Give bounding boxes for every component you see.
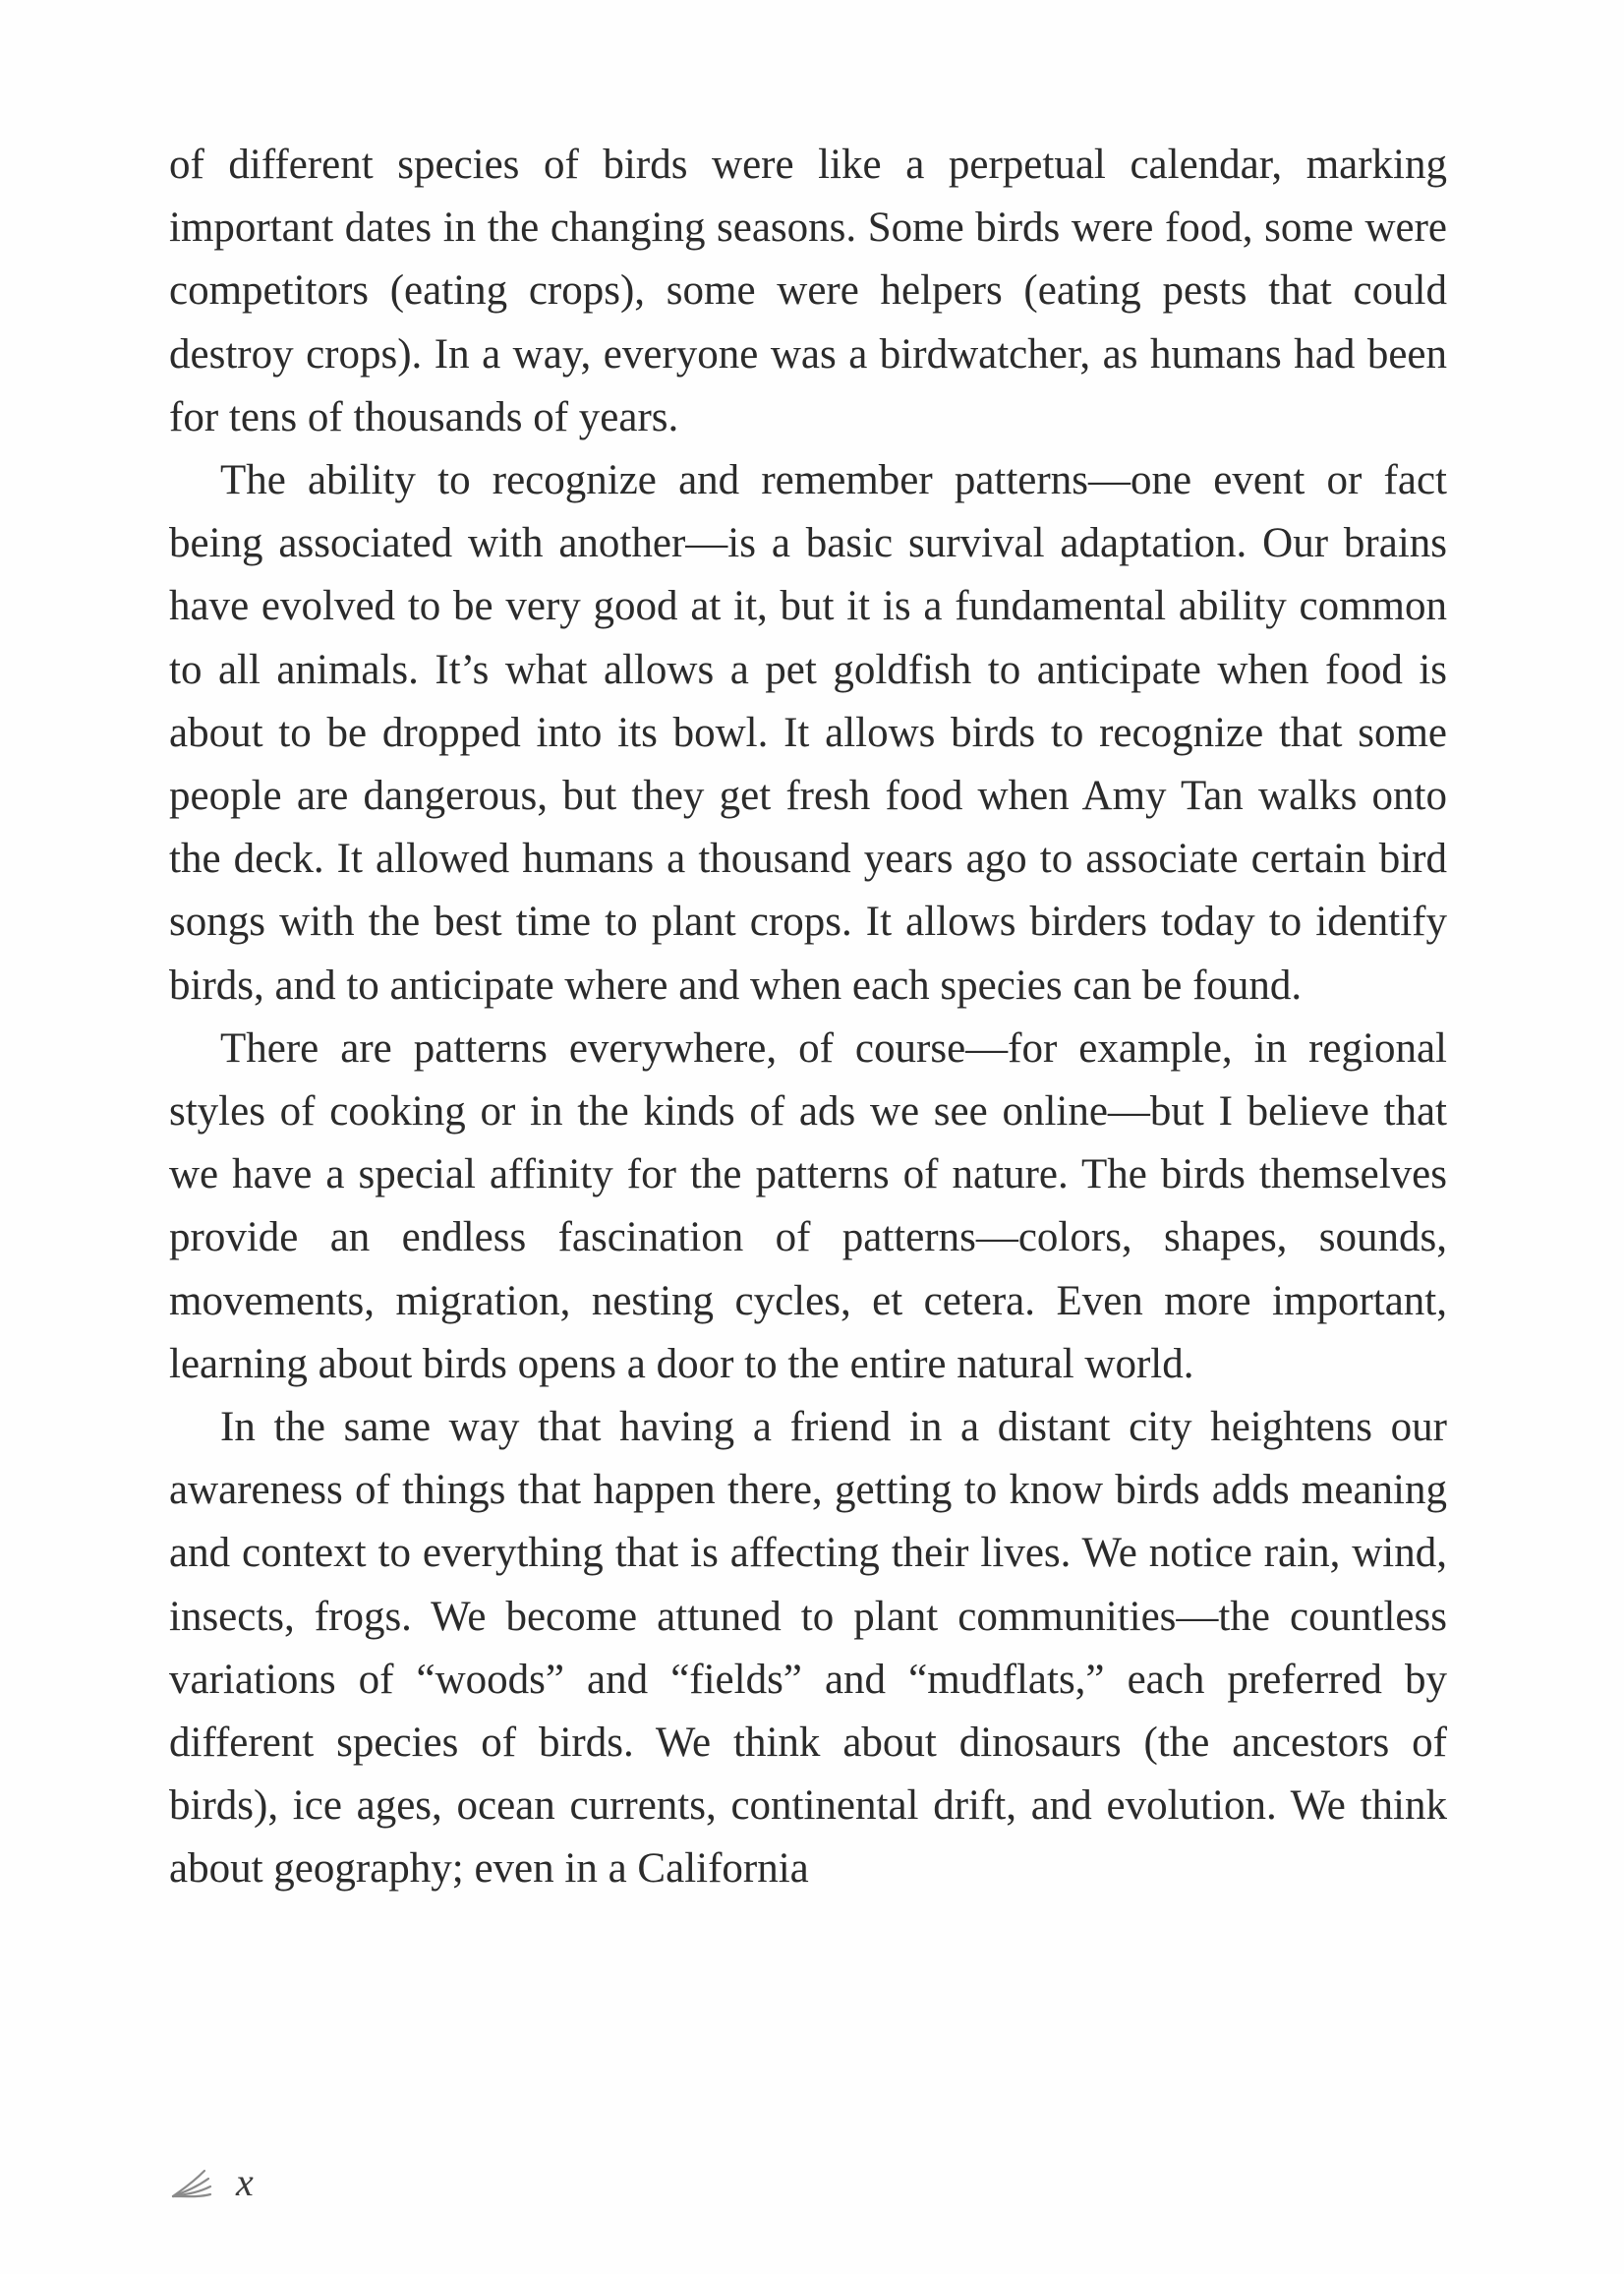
page-number: x xyxy=(236,2160,254,2204)
paragraph-3: There are patterns everywhere, of course—for example, in regional styles of cooking or in the kinds of ads we see online—but I believe that we have a special affinity for the patterns of nature. The birds themselves provide an endless fascination of patterns—colors, shapes, sounds, movements, migration, nesting cycles, et cetera. Even more important, learning about birds opens a door to the entire natural world. xyxy=(169,1024,1447,1387)
paragraph-2: The ability to recognize and remember patterns—one event or fact being associated with another—is a basic survival adaptation. Our brains have evolved to be very good at it, but it is a fundamental ability common to all animals. It’s what allows a pet goldfish to anticipate when food is about to be dropped into its bowl. It allows birds to recognize that some people are dangerous, but they get fresh food when Amy Tan walks onto the deck. It allowed humans a thousand years ago to associate certain bird songs with the best time to plant crops. It allows birders today to identify birds, and to anticipate where and when each species can be found. xyxy=(169,457,1447,1009)
page-footer xyxy=(169,2159,254,2206)
paragraph-4: In the same way that having a friend in a distant city heightens our awareness of things that happen there, getting to know birds adds meaning and context to everything that is affecting their lives. We notice rain, wind, insects, frogs. We become attuned to plant communities—the countless variations of “woods” and “fields” and “mudflats,” each preferred by different species of birds. We think about dinosaurs (the ancestors of birds), ice ages, ocean currents, continental drift, and evolution. We think about geography; even in a California xyxy=(169,1404,1447,1893)
feather-wing-icon xyxy=(169,2165,214,2200)
body-text xyxy=(169,134,1447,1901)
paragraph-1: of different species of birds were like a perpetual calendar, marking important dates in the changing seasons. Some birds were food, some were competitors (eating crops), some were helpers (eating pests that could destroy crops). In a way, everyone was a birdwatcher, as humans had been for tens of thousands of years. xyxy=(169,142,1447,440)
